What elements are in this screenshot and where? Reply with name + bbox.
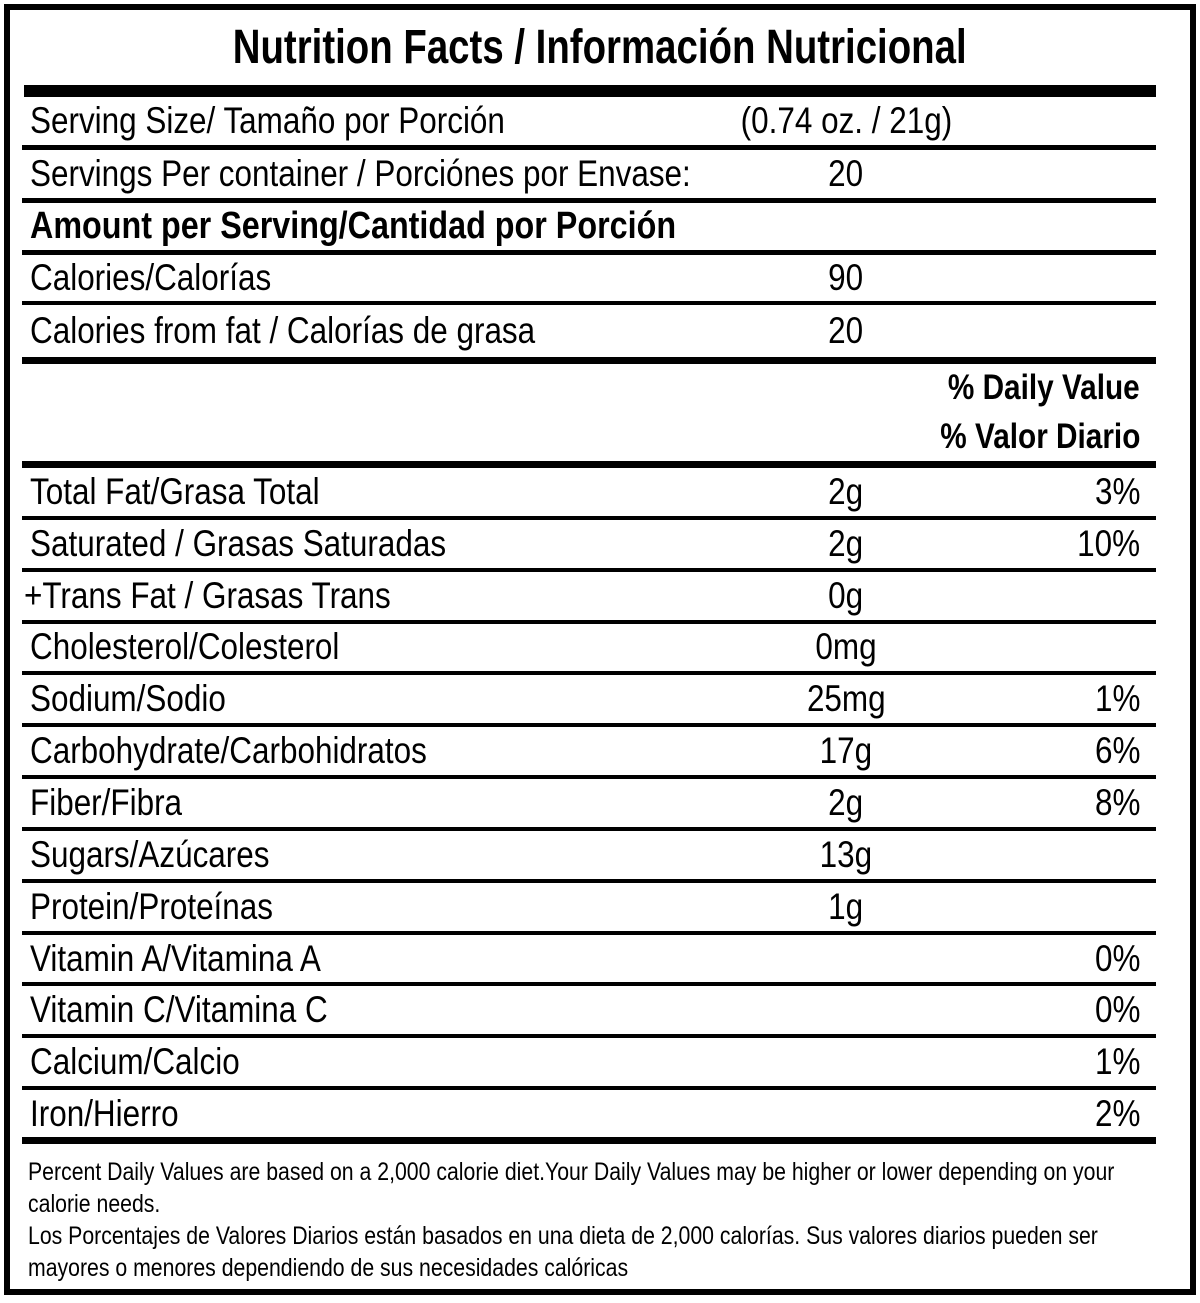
saturated-fat-label-cell: [22, 523, 696, 565]
daily-value-header-es: % Valor Diario: [939, 416, 1140, 456]
fiber-pct: 8%: [1094, 781, 1140, 823]
servings-per-container-label-cell: [22, 153, 696, 195]
trans-fat-label-cell: [22, 575, 696, 617]
row-sugars: [22, 831, 1156, 883]
protein-label: Protein/Proteínas: [30, 885, 274, 927]
trans-fat-amount-cell: [696, 575, 996, 617]
title-divider-bar: [24, 85, 1156, 97]
total-fat-label-cell: [22, 471, 696, 513]
saturated-fat-amount: 2g: [828, 522, 864, 564]
row-calories-from-fat: [22, 305, 1156, 364]
carbohydrate-label-cell: [22, 730, 696, 772]
fiber-amount-cell: [696, 782, 996, 824]
carbohydrate-pct: 6%: [1094, 730, 1140, 772]
saturated-fat-label: Saturated / Grasas Saturadas: [30, 522, 447, 564]
row-protein: [22, 883, 1156, 935]
servings-per-container-value-cell: [696, 153, 996, 195]
vitamin-c-pct: 0%: [1094, 989, 1140, 1031]
fiber-pct-cell: [996, 782, 1156, 824]
row-cholesterol: [22, 624, 1156, 676]
carbohydrate-amount-cell: [696, 730, 996, 772]
saturated-fat-amount-cell: [696, 523, 996, 565]
daily-value-header-en: % Daily Value: [948, 368, 1140, 407]
vitamin-a-pct: 0%: [1094, 937, 1140, 979]
trans-fat-label: +Trans Fat / Grasas Trans: [24, 574, 391, 616]
serving-size-value: (0.74 oz. / 21g): [740, 100, 952, 141]
fiber-amount: 2g: [828, 781, 864, 823]
row-serving-size: [22, 97, 1156, 150]
footnote-es-line1: Los Porcentajes de Valores Diarios están basados en una dieta de 2,000 calorías. Sus valores diarios pueden ser: [28, 1222, 1098, 1251]
fiber-label-cell: [22, 782, 696, 824]
row-trans-fat: [22, 572, 1156, 624]
vitamin-a-label-cell: [22, 938, 696, 980]
total-fat-pct: 3%: [1094, 470, 1140, 512]
calories-label: Calories/Calorías: [30, 257, 272, 298]
iron-pct-cell: [996, 1093, 1156, 1135]
iron-pct: 2%: [1094, 1092, 1140, 1134]
saturated-fat-pct-cell: [996, 523, 1156, 565]
vitamin-c-label-cell: [22, 989, 696, 1031]
calcium-label: Calcium/Calcio: [30, 1041, 240, 1083]
amount-per-serving-heading: Amount per Serving/Cantidad por Porción: [30, 205, 677, 247]
calories-from-fat-value-cell: [696, 310, 996, 352]
cholesterol-amount-cell: [696, 626, 996, 668]
row-calcium: [22, 1038, 1156, 1090]
sodium-amount-cell: [696, 678, 996, 720]
vitamin-a-label: Vitamin A/Vitamina A: [30, 937, 321, 979]
serving-size-label-cell: [22, 100, 696, 142]
cholesterol-amount: 0mg: [815, 626, 877, 668]
label-title: [10, 10, 1190, 85]
vitamin-a-pct-cell: [996, 938, 1156, 980]
servings-per-container-value: 20: [828, 153, 864, 194]
row-total-fat: [22, 468, 1156, 520]
nutrition-facts-label: [4, 4, 1196, 1295]
carbohydrate-label: Carbohydrate/Carbohidratos: [30, 730, 427, 772]
row-fiber: [22, 779, 1156, 831]
cholesterol-label-cell: [22, 626, 696, 668]
protein-amount: 1g: [828, 885, 864, 927]
sodium-pct: 1%: [1094, 678, 1140, 720]
sugars-label-cell: [22, 834, 696, 876]
sugars-amount: 13g: [819, 833, 873, 875]
calcium-pct: 1%: [1094, 1041, 1140, 1083]
sugars-label: Sugars/Azúcares: [30, 833, 270, 875]
calcium-label-cell: [22, 1041, 696, 1083]
label-title-text: Nutrition Facts / Información Nutricional: [233, 21, 967, 74]
total-fat-label: Total Fat/Grasa Total: [30, 470, 320, 512]
row-daily-value-header-es: [22, 412, 1156, 468]
row-carbohydrate: [22, 727, 1156, 779]
row-vitamin-a: [22, 935, 1156, 987]
footnote-es-line2: mayores o menores dependiendo de sus necesidades calóricas: [28, 1254, 629, 1283]
sugars-amount-cell: [696, 834, 996, 876]
servings-per-container-label: Servings Per container / Porciónes por Envase:: [30, 153, 691, 194]
row-sodium: [22, 675, 1156, 727]
saturated-fat-pct: 10%: [1077, 522, 1140, 564]
serving-size-value-cell: [696, 100, 996, 142]
row-saturated-fat: [22, 520, 1156, 572]
daily-value-header-en-cell: [836, 368, 1156, 408]
row-amount-per-serving-heading: [22, 203, 1156, 255]
vitamin-c-pct-cell: [996, 989, 1156, 1031]
daily-value-header-es-cell: [836, 417, 1156, 457]
trans-fat-amount: 0g: [828, 574, 864, 616]
calories-from-fat-value: 20: [828, 310, 864, 351]
calories-value-cell: [696, 257, 996, 299]
row-iron: [22, 1090, 1156, 1144]
row-servings-per-container: [22, 150, 1156, 203]
carbohydrate-pct-cell: [996, 730, 1156, 772]
footnote-en-line2: calorie needs.: [28, 1190, 161, 1219]
sodium-amount: 25mg: [806, 678, 886, 720]
sodium-label-cell: [22, 678, 696, 720]
calories-value: 90: [828, 257, 864, 298]
vitamin-c-label: Vitamin C/Vitamina C: [30, 989, 328, 1031]
row-vitamin-c: [22, 986, 1156, 1038]
footnote-en-line1: Percent Daily Values are based on a 2,000 calorie diet.Your Daily Values may be higher or lower depending on your: [28, 1158, 1115, 1187]
serving-size-label: Serving Size/ Tamaño por Porción: [30, 100, 505, 141]
amount-per-serving-heading-cell: [22, 205, 1156, 248]
sodium-label: Sodium/Sodio: [30, 678, 226, 720]
calories-label-cell: [22, 257, 696, 299]
row-daily-value-header-en: [22, 364, 1156, 412]
protein-amount-cell: [696, 886, 996, 928]
carbohydrate-amount: 17g: [819, 730, 873, 772]
footnote: [28, 1156, 1156, 1284]
calories-from-fat-label: Calories from fat / Calorías de grasa: [30, 310, 536, 351]
total-fat-amount: 2g: [828, 470, 864, 512]
calories-from-fat-label-cell: [22, 310, 696, 352]
sodium-pct-cell: [996, 678, 1156, 720]
row-calories: [22, 255, 1156, 305]
protein-label-cell: [22, 886, 696, 928]
cholesterol-label: Cholesterol/Colesterol: [30, 626, 340, 668]
iron-label: Iron/Hierro: [30, 1092, 179, 1134]
total-fat-pct-cell: [996, 471, 1156, 513]
fiber-label: Fiber/Fibra: [30, 781, 183, 823]
total-fat-amount-cell: [696, 471, 996, 513]
iron-label-cell: [22, 1093, 696, 1135]
calcium-pct-cell: [996, 1041, 1156, 1083]
